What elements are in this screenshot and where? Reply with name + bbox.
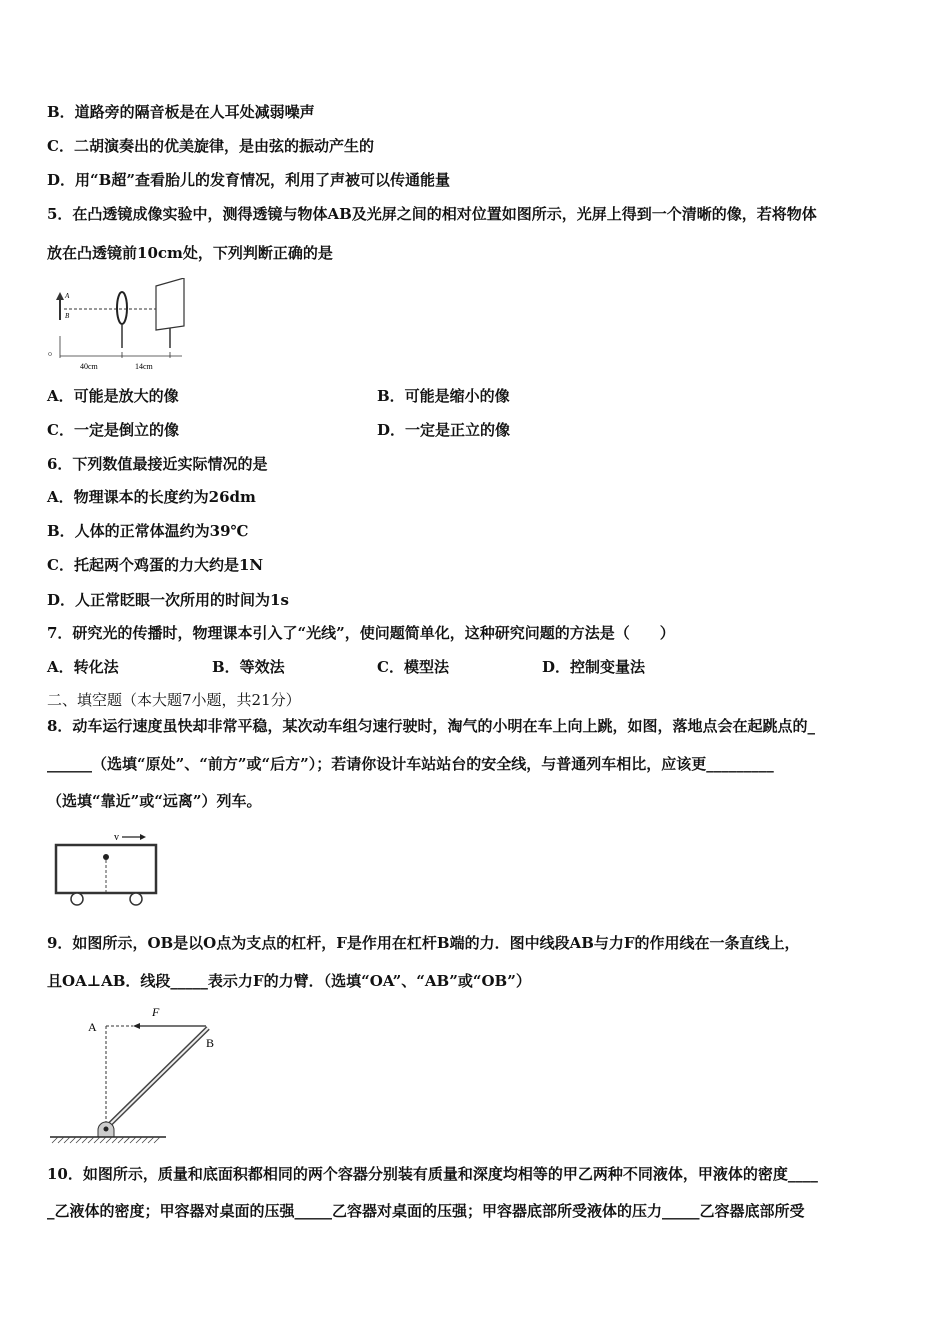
train-figure (50, 828, 165, 910)
object-label-b: B (65, 312, 70, 320)
lever-label-a: A (88, 1020, 97, 1034)
distance-label-14cm: 14cm (135, 362, 153, 371)
q4-option-b: B．道路旁的隔音板是在人耳处减弱噪声 (47, 103, 315, 121)
lever-label-b: B (206, 1036, 215, 1050)
q5-stem-line2: 放在凸透镜前10cm处，下列判断正确的是 (47, 244, 333, 262)
lens-experiment-figure (46, 278, 196, 374)
q5-option-b: B．可能是缩小的像 (377, 387, 510, 405)
q4-option-c: C．二胡演奏出的优美旋律，是由弦的振动产生的 (47, 137, 374, 155)
jump-point (103, 854, 109, 860)
q7-option-b: B．等效法 (212, 658, 285, 676)
lever-figure (48, 1002, 228, 1150)
distance-label-40cm: 40cm (80, 362, 98, 371)
q5-stem-line1: 5．在凸透镜成像实验中，测得透镜与物体AB及光屏之间的相对位置如图所示，光屏上得到一个清晰的像，若将物体 (47, 205, 817, 223)
velocity-label: v (114, 832, 119, 843)
q10-line1: 10．如图所示，质量和底面积都相同的两个容器分别装有质量和深度均相等的甲乙两种不同液体，甲液体的密度____ (47, 1165, 818, 1183)
q9-line1: 9．如图所示，OB是以O点为支点的杠杆，F是作用在杠杆B端的力．图中线段AB与力F的作用线在一条直线上， (47, 934, 800, 952)
origin-mark (49, 353, 52, 356)
section-heading: 二、填空题（本大题7小题，共21分） (47, 691, 301, 709)
q6-stem: 6．下列数值最接近实际情况的是 (47, 455, 268, 473)
q5-option-c: C．一定是倒立的像 (47, 421, 179, 439)
q6-option-a: A．物理课本的长度约为26dm (47, 488, 256, 506)
train-wheel-right (130, 893, 142, 905)
q6-option-c: C．托起两个鸡蛋的力大约是1N (47, 556, 264, 574)
convex-lens (117, 292, 127, 324)
pivot-point (104, 1127, 109, 1132)
q10-line2: _乙液体的密度；甲容器对桌面的压强_____乙容器对桌面的压强；甲容器底部所受液体的压力_____乙容器底部所受 (47, 1202, 805, 1220)
q8-line3: （选填“靠近”或“远离”）列车。 (47, 792, 262, 810)
q7-option-d: D．控制变量法 (542, 658, 646, 676)
ground-hatching (52, 1137, 160, 1143)
q4-option-d: D．用“B超”查看胎儿的发育情况，利用了声被可以传通能量 (47, 171, 450, 189)
object-label-a: A (65, 292, 70, 300)
q5-option-a: A．可能是放大的像 (47, 387, 179, 405)
q6-option-b: B．人体的正常体温约为39℃ (47, 522, 249, 540)
q5-option-d: D．一定是正立的像 (377, 421, 511, 439)
lever-label-f: F (152, 1005, 160, 1019)
q8-line2: ______（选填“原处”、“前方”或“后方”）；若请你设计车站站台的安全线，与普通列车相比，应该更_________ (47, 755, 774, 773)
light-screen (156, 278, 184, 330)
q6-option-d: D．人正常眨眼一次所用的时间为1s (47, 591, 289, 609)
q7-option-a: A．转化法 (47, 658, 119, 676)
train-wheel-left (71, 893, 83, 905)
q8-line1: 8．动车运行速度虽快却非常平稳，某次动车组匀速行驶时，淘气的小明在车上向上跳，如图，落地点会在起跳点的_ (47, 717, 815, 735)
q7-stem: 7．研究光的传播时，物理课本引入了“光线”，使问题简单化，这种研究问题的方法是（ ） (47, 624, 675, 642)
q7-option-c: C．模型法 (377, 658, 449, 676)
object-arrow-head (56, 292, 64, 300)
q9-line2: 且OA⊥AB．线段_____表示力F的力臂．（选填“OA”、“AB”或“OB”） (47, 972, 531, 990)
